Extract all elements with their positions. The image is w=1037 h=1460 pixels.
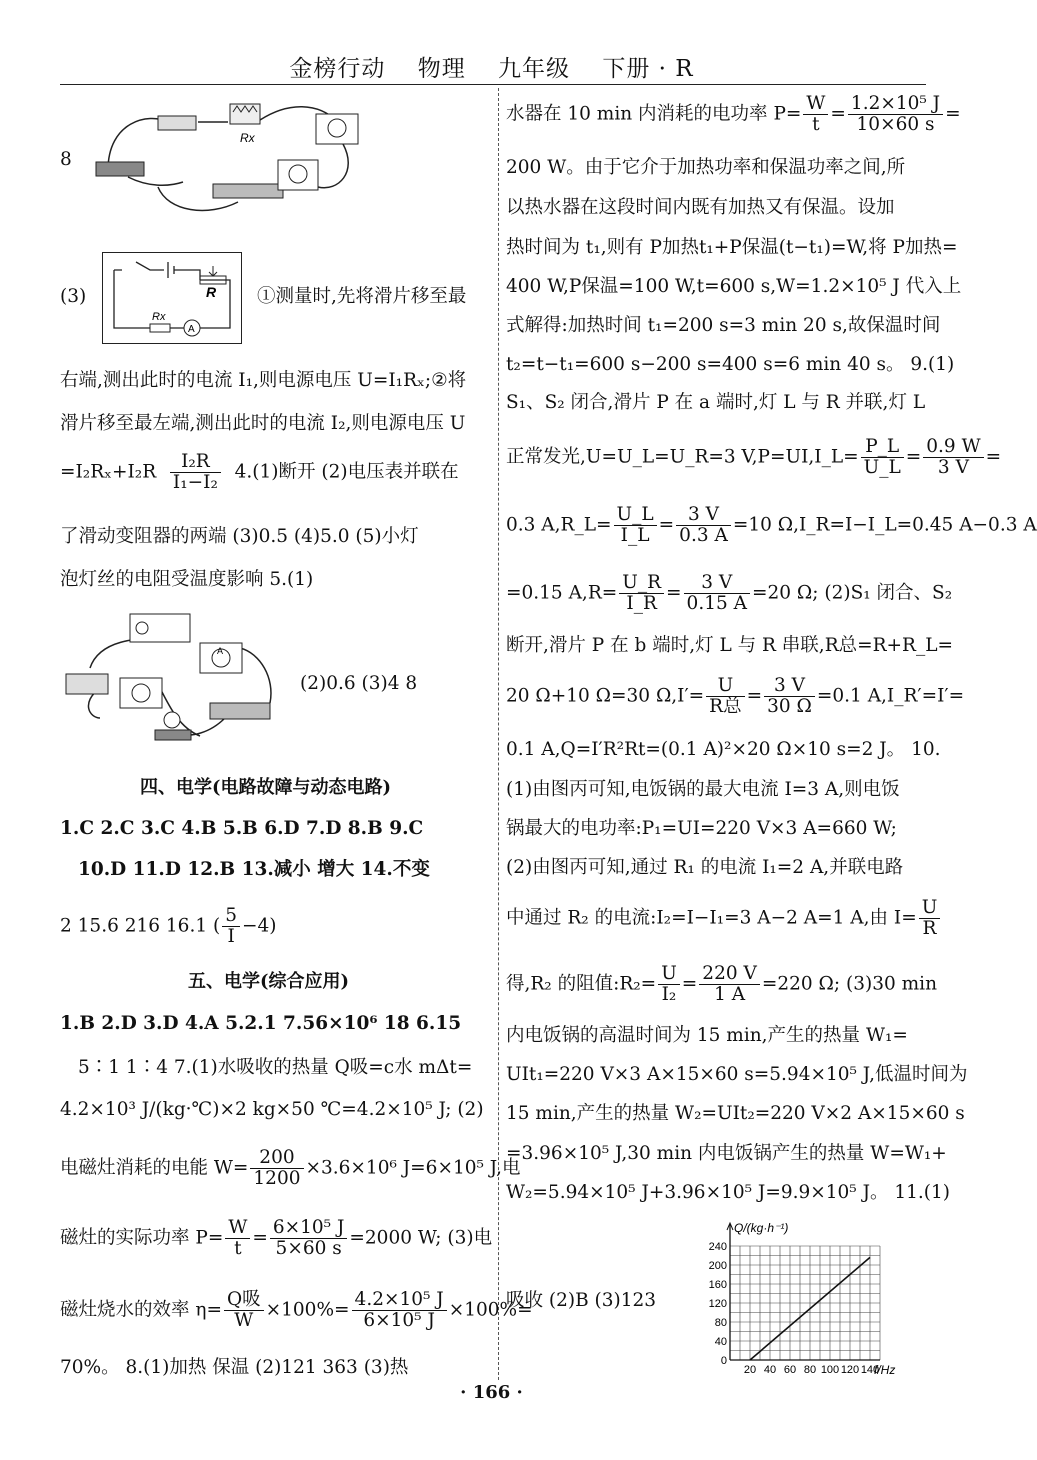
text-r9-eq: = <box>905 446 922 468</box>
x-tick-label: 100 <box>820 1364 840 1376</box>
fraction-r11-1-den: I_R <box>626 593 657 614</box>
page-number: · 166 · <box>460 1382 523 1403</box>
text-l14-b: ×3.6×10⁶ J=6×10⁵ J,电 <box>305 1157 521 1179</box>
y-tick-label: 80 <box>714 1317 727 1329</box>
text-r14: 0.1 A,Q=I′R²Rt=(0.1 A)²×20 Ω×10 s=2 J。 10. <box>506 739 941 760</box>
fraction-r11-2 <box>684 573 750 614</box>
fraction-r1-1 <box>803 94 828 135</box>
fraction-r13-2 <box>764 676 815 717</box>
text-l15 <box>60 1218 492 1259</box>
text-r12: 断开,滑片 P 在 b 端时,灯 L 与 R 串联,R总=R+R_L= <box>506 635 954 656</box>
text-r10 <box>506 505 1037 546</box>
fraction-r19-2 <box>699 964 760 1005</box>
text-r5: 400 W,P保温=100 W,t=600 s,W=1.2×10⁵ J 代入上 <box>506 276 962 297</box>
text-l8: 1.C 2.C 3.C 4.B 5.B 6.D 7.D 8.B 9.C <box>60 818 424 839</box>
text-r13 <box>506 676 964 717</box>
fraction-r9-1 <box>861 437 904 478</box>
fraction-r18-den: R <box>922 918 937 939</box>
fraction-r10-1-den: I_L <box>620 525 650 546</box>
fraction-r1-1-num: W <box>803 94 828 115</box>
text-r9-b: = <box>985 446 1002 468</box>
text-l17: 70%。 8.(1)加热 保温 (2)121 363 (3)热 <box>60 1357 409 1378</box>
text-r7: t₂=t−t₁=600 s−200 s=400 s=6 min 40 s。 9.(1) <box>506 354 955 375</box>
text-r4: 热时间为 t₁,则有 P加热t₁+P保温(t−t₁)=W,将 P加热= <box>506 237 958 258</box>
text-r11-eq: = <box>666 582 682 604</box>
ammeter-label: A <box>188 324 195 335</box>
subject-title: 物理 <box>417 56 466 82</box>
text-r10-b: =10 Ω,I_R=I−I_L=0.45 A−0.3 A <box>732 514 1037 536</box>
fraction-r13-2-den: 30 Ω <box>767 696 812 717</box>
text-l16-b: ×100%= <box>448 1299 533 1321</box>
text-l6: 泡灯丝的电阻受温度影响 5.(1) <box>60 569 314 590</box>
section-title-4: 四、电学(电路故障与动态电路) <box>140 777 392 798</box>
fraction-r19-1-den: I₂ <box>661 984 677 1005</box>
fraction-r18-num: U <box>919 898 941 919</box>
text-r19-eq: = <box>681 973 698 995</box>
y-tick-label: 240 <box>708 1241 727 1253</box>
fraction-l4 <box>170 452 221 493</box>
text-r8: S₁、S₂ 闭合,滑片 P 在 a 端时,灯 L 与 R 并联,灯 L <box>506 392 926 413</box>
fraction-l10-num: 5 <box>222 906 240 927</box>
fraction-r9-2 <box>923 437 983 478</box>
fraction-l16-1-den: W <box>234 1310 254 1331</box>
fraction-r10-2-num: 3 V <box>676 505 731 526</box>
fraction-r13-1 <box>706 676 744 717</box>
fraction-r1-1-den: t <box>812 114 820 135</box>
fraction-r11-1 <box>619 573 664 614</box>
fraction-l4-num: I₂R <box>170 452 221 473</box>
text-l15-a: 磁灶的实际功率 P= <box>60 1227 224 1249</box>
fraction-r18 <box>919 898 941 939</box>
ammeter-label-3: A <box>217 646 224 656</box>
rx-label: Rx <box>240 131 255 145</box>
text-r3: 以热水器在这段时间内既有加热又有保温。设加 <box>506 197 895 218</box>
fraction-r9-2-num: 0.9 W <box>923 437 983 458</box>
chart-ylabel: Q/(kg·h⁻¹) <box>734 1221 789 1235</box>
fraction-l15-2 <box>270 1218 348 1259</box>
fraction-r10-1 <box>614 505 657 546</box>
text-r19-b: =220 Ω; (3)30 min <box>761 973 938 995</box>
text-r9-a: 正常发光,U=U_L=U_R=3 V,P=UI,I_L= <box>506 446 859 468</box>
rx-label-2: Rx <box>152 311 166 323</box>
chart-grid <box>730 1246 880 1360</box>
text-l10 <box>60 906 277 947</box>
text-l14 <box>60 1148 521 1189</box>
chart-x-ticks <box>744 1364 879 1376</box>
fraction-l14-num: 200 <box>250 1148 303 1169</box>
q-f-chart <box>690 1218 920 1380</box>
fraction-l10-den: I <box>227 926 235 947</box>
fraction-r13-1-num: U <box>706 676 744 697</box>
x-tick-label: 120 <box>840 1364 860 1376</box>
y-tick-label: 120 <box>708 1298 727 1310</box>
text-r13-b: =0.1 A,I_R′=I′= <box>816 685 965 707</box>
text-l10-b: −4) <box>242 915 277 937</box>
text-r9 <box>506 437 1001 478</box>
fraction-r13-1-den: R总 <box>709 696 742 717</box>
text-l7: (2)0.6 (3)4 8 <box>300 673 418 694</box>
text-r23: =3.96×10⁵ J,30 min 内电饭锅产生的热量 W=W₁+ <box>506 1143 947 1164</box>
fraction-r19-2-den: 1 A <box>714 984 746 1005</box>
fraction-r1-2 <box>848 94 943 135</box>
y-tick-label: 40 <box>714 1336 727 1348</box>
text-r1-eq: = <box>830 103 846 125</box>
fraction-r1-2-den: 10×60 s <box>856 114 935 135</box>
text-l16 <box>60 1290 533 1331</box>
text-l4 <box>60 452 459 493</box>
y-tick-label: 160 <box>708 1279 727 1291</box>
text-r15: (1)由图丙可知,电饭锅的最大电流 I=3 A,则电饭 <box>506 779 900 800</box>
text-r11 <box>506 573 952 614</box>
text-r17: (2)由图丙可知,通过 R₁ 的电流 I₁=2 A,并联电路 <box>506 857 904 878</box>
text-l12: 5∶1 1∶4 7.(1)水吸收的热量 Q吸=c水 mΔt= <box>78 1057 473 1078</box>
fraction-l10 <box>222 906 240 947</box>
text-r13-eq: = <box>746 685 763 707</box>
fraction-l15-2-num: 6×10⁵ J <box>270 1218 348 1239</box>
fraction-l4-den: I₁−I₂ <box>172 472 218 493</box>
circuit-diagram-2 <box>102 252 242 344</box>
fraction-l16-1-num: Q吸 <box>224 1290 264 1311</box>
text-l9: 10.D 11.D 12.B 13.减小 增大 14.不变 <box>78 859 430 880</box>
chart-y-ticks <box>709 1241 727 1367</box>
text-r11-b: =20 Ω; (2)S₁ 闭合、S₂ <box>751 582 953 604</box>
text-l4-b: 4.(1)断开 (2)电压表并联在 <box>234 461 459 483</box>
volume-title: 下册 · R <box>602 56 694 82</box>
header-rule <box>60 84 926 85</box>
text-r1-b: = <box>945 103 961 125</box>
text-l13: 4.2×10³ J/(kg·℃)×2 kg×50 ℃=4.2×10⁵ J; (2) <box>60 1099 484 1120</box>
fraction-r11-2-num: 3 V <box>684 573 750 594</box>
text-r18-a: 中通过 R₂ 的电流:I₂=I−I₁=3 A−2 A=1 A,由 I= <box>506 907 917 929</box>
x-tick-label: 40 <box>763 1364 777 1376</box>
text-r18 <box>506 898 942 939</box>
text-r10-a: 0.3 A,R_L= <box>506 514 612 536</box>
circuit-diagram-3 <box>60 608 290 748</box>
text-r24: W₂=5.94×10⁵ J+3.96×10⁵ J=9.9×10⁵ J。 11.(1) <box>506 1182 951 1203</box>
grade-title: 九年级 <box>498 56 571 82</box>
fraction-r10-1-num: U_L <box>614 505 657 526</box>
text-l1: ①测量时,先将滑片移至最 <box>257 286 467 307</box>
x-tick-label: 80 <box>803 1364 817 1376</box>
fraction-r19-1 <box>658 964 680 1005</box>
text-l10-a: 2 15.6 216 16.1 ( <box>60 915 221 937</box>
fraction-l16-1 <box>224 1290 264 1331</box>
fraction-l14-den: 1200 <box>253 1168 301 1189</box>
fraction-r9-1-den: U_L <box>863 457 901 478</box>
r-label: R <box>206 284 217 300</box>
fraction-r13-2-num: 3 V <box>764 676 815 697</box>
text-l5: 了滑动变阻器的两端 (3)0.5 (4)5.0 (5)小灯 <box>60 526 419 547</box>
y-tick-label: 200 <box>708 1260 727 1272</box>
text-l2: 右端,测出此时的电流 I₁,则电源电压 U=I₁Rₓ;②将 <box>60 370 467 391</box>
chart-xlabel: f/Hz <box>874 1363 896 1377</box>
fraction-l14 <box>250 1148 303 1189</box>
y-tick-label: 0 <box>720 1355 727 1367</box>
text-r6: 式解得:加热时间 t₁=200 s=3 min 20 s,故保温时间 <box>506 315 941 336</box>
figure-number: 8 <box>60 149 72 170</box>
text-r11-a: =0.15 A,R= <box>506 582 618 604</box>
fraction-r10-2-den: 0.3 A <box>679 525 728 546</box>
fraction-r19-2-num: 220 V <box>699 964 760 985</box>
text-l15-eq: = <box>252 1227 268 1249</box>
fraction-l15-1-num: W <box>225 1218 250 1239</box>
x-tick-label: 20 <box>743 1364 757 1376</box>
text-r19-a: 得,R₂ 的阻值:R₂= <box>506 973 657 995</box>
fraction-l15-1 <box>225 1218 250 1259</box>
text-l16-a: 磁灶烧水的效率 η= <box>60 1299 222 1321</box>
text-r1 <box>506 94 961 135</box>
text-l16-mid: ×100%= <box>265 1299 350 1321</box>
text-r25: 吸收 (2)B (3)123 <box>506 1290 657 1311</box>
text-r16: 锅最大的电功率:P₁=UI=220 V×3 A=660 W; <box>506 818 897 839</box>
text-r20: 内电饭锅的高温时间为 15 min,产生的热量 W₁= <box>506 1025 908 1046</box>
text-l14-a: 电磁灶消耗的电能 W= <box>60 1157 249 1179</box>
text-l11: 1.B 2.D 3.D 4.A 5.2.1 7.56×10⁶ 18 6.15 <box>60 1013 462 1034</box>
fraction-l16-2 <box>352 1290 447 1331</box>
fraction-l16-2-den: 6×10⁵ J <box>363 1310 435 1331</box>
fraction-l15-1-den: t <box>234 1238 242 1259</box>
text-r10-eq: = <box>658 514 675 536</box>
fraction-r11-2-den: 0.15 A <box>686 593 747 614</box>
fraction-r19-1-num: U <box>658 964 680 985</box>
text-l4-a: =I₂Rₓ+I₂R <box>60 461 157 483</box>
text-r21: UIt₁=220 V×3 A×15×60 s=5.94×10⁵ J,低温时间为 <box>506 1064 968 1085</box>
fraction-r1-2-num: 1.2×10⁵ J <box>848 94 943 115</box>
x-tick-label: 140 <box>860 1364 880 1376</box>
text-r1-a: 水器在 10 min 内消耗的电功率 P= <box>506 103 802 125</box>
text-r2: 200 W。由于它介于加热功率和保温功率之间,所 <box>506 157 906 178</box>
fraction-r11-1-num: U_R <box>619 573 664 594</box>
page-header <box>0 50 983 83</box>
fraction-l15-2-den: 5×60 s <box>275 1238 342 1259</box>
text-l15-b: =2000 W; (3)电 <box>349 1227 493 1249</box>
fraction-r9-1-num: P_L <box>861 437 904 458</box>
x-tick-label: 60 <box>783 1364 797 1376</box>
circuit-diagram-1 <box>88 92 378 220</box>
series-title: 金榜行动 <box>289 56 386 82</box>
fraction-l16-2-num: 4.2×10⁵ J <box>352 1290 447 1311</box>
section-title-5: 五、电学(综合应用) <box>188 971 350 992</box>
circuit-label-3: (3) <box>60 286 87 307</box>
text-l3: 滑片移至最左端,测出此时的电流 I₂,则电源电压 U <box>60 413 466 434</box>
fraction-r9-2-den: 3 V <box>937 457 969 478</box>
fraction-r10-2 <box>676 505 731 546</box>
text-r22: 15 min,产生的热量 W₂=UIt₂=220 V×2 A×15×60 s <box>506 1103 965 1124</box>
text-r19 <box>506 964 937 1005</box>
text-r13-a: 20 Ω+10 Ω=30 Ω,I′= <box>506 685 705 707</box>
